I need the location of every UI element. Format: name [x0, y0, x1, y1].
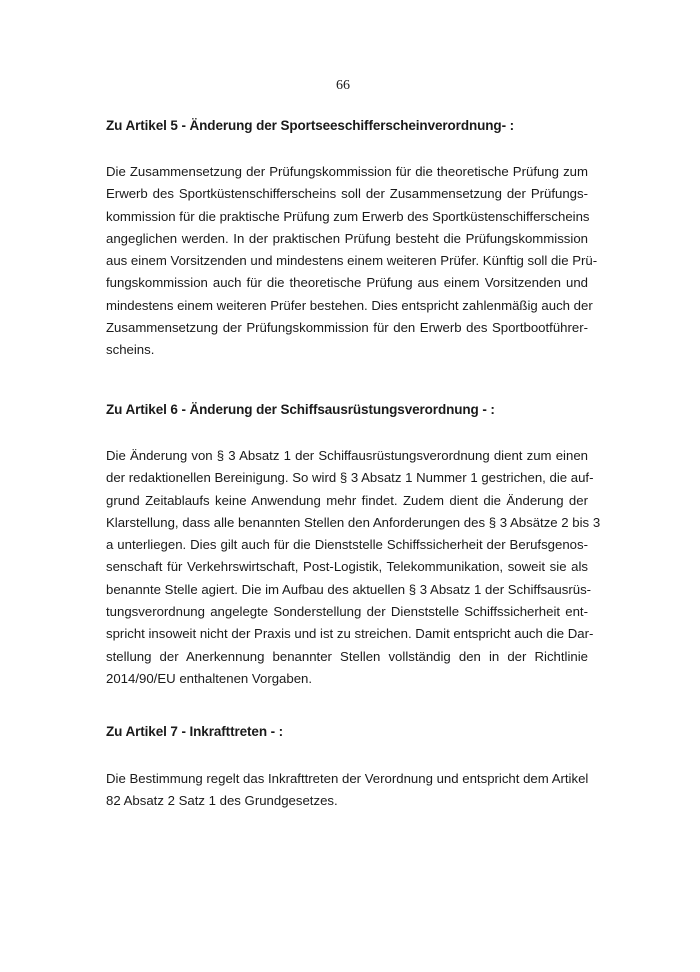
- text-line: Die Zusammensetzung der Prüfungskommission für die theoretische Prüfung zum: [106, 164, 588, 179]
- section-artikel-6: [106, 401, 601, 690]
- section-heading: Zu Artikel 6 - Änderung der Schiffsausrüstungsverordnung - :: [106, 402, 495, 417]
- text-line: stellung der Anerkennung benannter Stellen vollständig den in der Richtlinie: [106, 648, 588, 664]
- page-number: 66: [336, 78, 350, 93]
- text-line: Erwerb des Sportküstenschifferscheins soll der Zusammensetzung der Prüfungs-: [106, 186, 588, 202]
- text-line: Klarstellung, dass alle benannten Stellen den Anforderungen des § 3 Absätze 2 bis 3: [106, 514, 601, 530]
- text-line: 82 Absatz 2 Satz 1 des Grundgesetzes.: [106, 793, 338, 809]
- section-artikel-7: [106, 723, 588, 813]
- text-line: grund Zeitablaufs keine Anwendung mehr findet. Zudem dient die Änderung der: [106, 492, 588, 508]
- text-line: fungskommission auch für die theoretische Prüfung aus einem Vorsitzenden und: [106, 275, 588, 291]
- text-line: kommission für die praktische Prüfung zum Erwerb des Sportküstenschifferscheins: [106, 208, 590, 224]
- section-heading: Zu Artikel 5 - Änderung der Sportseeschifferscheinverordnung- :: [106, 118, 515, 133]
- text-line: Die Änderung von § 3 Absatz 1 der Schiffausrüstungsverordnung dient zum einen: [106, 448, 588, 463]
- text-line: scheins.: [106, 342, 155, 358]
- text-line: a unterliegen. Dies gilt auch für die Dienststelle Schiffssicherheit der Berufsgenos-: [106, 537, 588, 553]
- section-heading: Zu Artikel 7 - Inkrafttreten - :: [106, 724, 284, 739]
- text-line: spricht insoweit nicht der Praxis und ist zu streichen. Damit entspricht auch die Dar-: [106, 626, 594, 642]
- text-line: senschaft für Verkehrswirtschaft, Post-Logistik, Telekommunikation, soweit sie als: [106, 559, 588, 575]
- text-line: der redaktionellen Bereinigung. So wird § 3 Absatz 1 Nummer 1 gestrichen, die auf-: [106, 470, 594, 486]
- text-line: benannte Stelle agiert. Die im Aufbau des aktuellen § 3 Absatz 1 der Schiffsausrüs-: [106, 581, 592, 597]
- section-body: [106, 161, 598, 362]
- text-line: Die Bestimmung regelt das Inkrafttreten der Verordnung und entspricht dem Artikel: [106, 771, 589, 786]
- text-line: mindestens einem weiteren Prüfer bestehen. Dies entspricht zahlenmäßig auch der: [106, 297, 593, 313]
- section-body: [106, 445, 601, 690]
- text-line: 2014/90/EU enthaltenen Vorgaben.: [106, 670, 313, 686]
- text-line: angeglichen werden. In der praktischen Prüfung besteht die Prüfungskommission: [106, 230, 588, 246]
- section-body: [106, 768, 588, 813]
- text-line: tungsverordnung angelegte Sonderstellung der Dienststelle Schiffssicherheit ent-: [106, 604, 588, 620]
- text-line: Zusammensetzung der Prüfungskommission für den Erwerb des Sportbootführer-: [106, 320, 588, 336]
- text-line: aus einem Vorsitzenden und mindestens einem weiteren Prüfer. Künftig soll die Prü-: [106, 253, 598, 269]
- section-artikel-5: [106, 117, 598, 362]
